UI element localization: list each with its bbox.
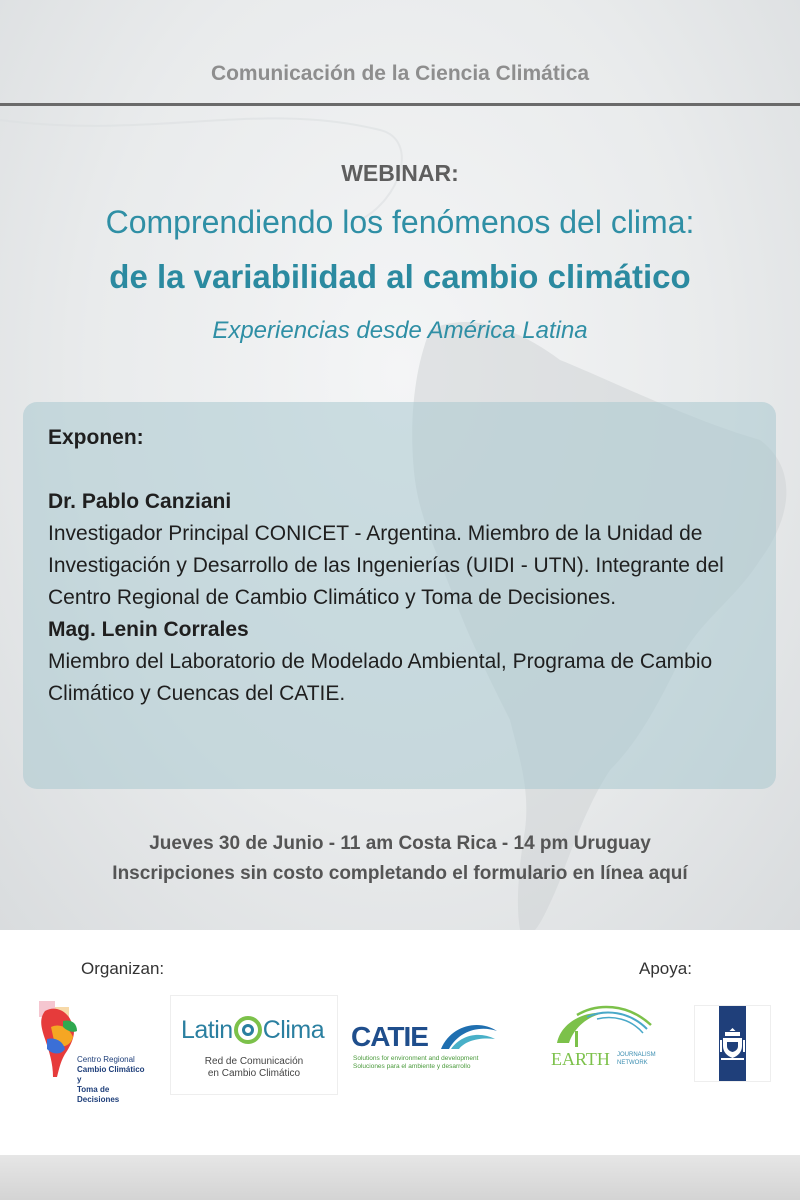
support-label: Apoya: — [639, 959, 692, 978]
netherlands-crest-logo[interactable] — [694, 1005, 771, 1082]
earth-journalism-logo[interactable] — [547, 1003, 659, 1081]
registration-link[interactable]: Inscripciones sin costo completando el formulario en línea aquí — [112, 863, 688, 884]
latinclima-word1: Latin — [181, 1016, 233, 1044]
catie-logo[interactable] — [347, 1013, 497, 1075]
latinclima-line1: Red de Comunicación — [204, 1056, 304, 1067]
latinclima-word2: Clima — [262, 1016, 325, 1044]
catie-name: CATIE — [351, 1021, 428, 1052]
catie-swoosh-icon — [439, 1019, 499, 1053]
speakers-content — [48, 422, 758, 710]
speaker-bio: Investigador Principal CONICET - Argentina. Miembro de la Unidad de Investigación y Desarrollo de las Ingenierías (UIDI - UTN). Integrante del Centro Regional de Cambio Climático y Toma de Decisiones. — [48, 522, 724, 609]
organizers-label: Organizan: — [81, 959, 165, 978]
speaker-name: Mag. Lenin Corrales — [48, 618, 249, 641]
catie-line2: Soluciones para el ambiente y desarrollo — [353, 1063, 471, 1070]
event-title-line2: de la variabilidad al cambio climático — [109, 258, 691, 295]
catie-line1: Solutions for environment and development — [353, 1055, 479, 1062]
header-divider — [0, 103, 800, 106]
speaker-bio: Miembro del Laboratorio de Modelado Ambiental, Programa de Cambio Climático y Cuencas del CATIE. — [48, 650, 713, 705]
latinclima-logo[interactable] — [170, 995, 338, 1095]
earth-line1: JOURNALISM — [617, 1052, 656, 1058]
earth-line2: NETWORK — [617, 1060, 648, 1066]
latinclima-line2: en Cambio Climático — [207, 1068, 301, 1079]
event-subtitle: Experiencias desde América Latina — [212, 317, 588, 344]
crcc-line3: Toma de Decisiones — [77, 1085, 120, 1104]
earth-tree-icon — [547, 1003, 659, 1051]
event-title-line1: Comprendiendo los fenómenos del clima: — [105, 204, 695, 240]
bottom-strip — [0, 1155, 800, 1200]
date-line: Jueves 30 de Junio - 11 am Costa Rica - 14 pm Uruguay — [149, 833, 651, 854]
crcc-line1: Centro Regional — [77, 1055, 135, 1064]
speakers-heading: Exponen: — [48, 426, 144, 449]
earth-name: EARTH — [551, 1049, 610, 1069]
speaker-name: Dr. Pablo Canziani — [48, 490, 232, 513]
crcc-logo[interactable] — [33, 997, 145, 1104]
schedule-info — [0, 829, 800, 889]
latinclima-swirl-icon — [234, 1016, 262, 1044]
event-type: WEBINAR: — [341, 160, 459, 186]
speakers-panel — [23, 402, 776, 789]
crest-icon — [695, 1006, 770, 1081]
crcc-line2: Cambio Climático y — [77, 1065, 145, 1084]
top-title: Comunicación de la Ciencia Climática — [210, 62, 590, 85]
